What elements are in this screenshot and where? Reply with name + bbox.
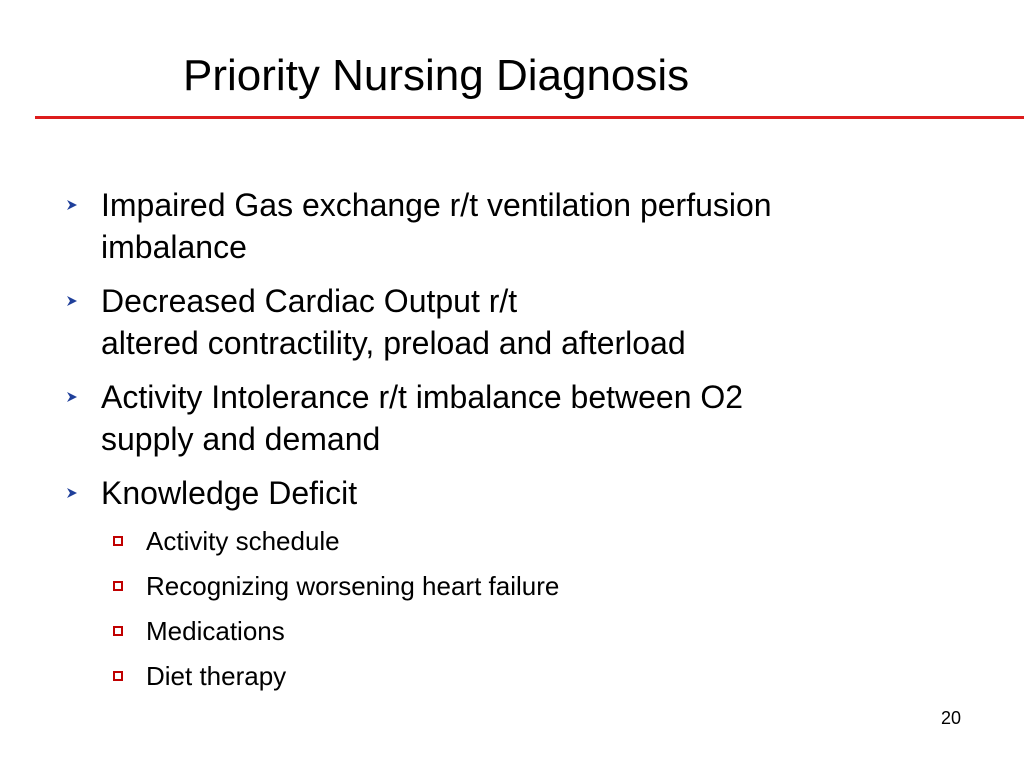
- slide-title: Priority Nursing Diagnosis: [183, 51, 690, 100]
- sub-bullet-item: [146, 525, 926, 557]
- page-number: 20: [941, 708, 962, 728]
- arrow-bullet-icon: [65, 486, 79, 500]
- arrow-bullet-icon: [65, 198, 79, 212]
- square-bullet-icon: [113, 671, 123, 681]
- sub-bullet-item: [146, 615, 926, 647]
- bullet-text-line: Decreased Cardiac Output r/t: [101, 283, 518, 319]
- sub-bullet-text: Medications: [146, 616, 285, 646]
- sub-bullet-item: [146, 570, 926, 602]
- arrow-bullet-icon: [65, 390, 79, 404]
- bullet-item: [101, 280, 981, 364]
- bullet-item: [101, 184, 981, 268]
- sub-bullet-text: Activity schedule: [146, 526, 340, 556]
- square-bullet-icon: [113, 581, 123, 591]
- sub-bullet-text: Diet therapy: [146, 661, 287, 691]
- bullet-text-line: Impaired Gas exchange r/t ventilation perfusion: [101, 187, 772, 223]
- sub-bullet-text: Recognizing worsening heart failure: [146, 571, 560, 601]
- bullet-text-line: Knowledge Deficit: [101, 475, 358, 511]
- arrow-bullet-icon: [65, 294, 79, 308]
- bullet-text-line: altered contractility, preload and afterload: [101, 325, 686, 361]
- square-bullet-icon: [113, 536, 123, 546]
- bullet-text-line: Activity Intolerance r/t imbalance between O2: [101, 379, 744, 415]
- bullet-item: [101, 376, 981, 460]
- square-bullet-icon: [113, 626, 123, 636]
- sub-bullet-item: [146, 660, 926, 692]
- bullet-text-line: supply and demand: [101, 421, 381, 457]
- bullet-item: [101, 472, 981, 514]
- bullet-text-line: imbalance: [101, 229, 247, 265]
